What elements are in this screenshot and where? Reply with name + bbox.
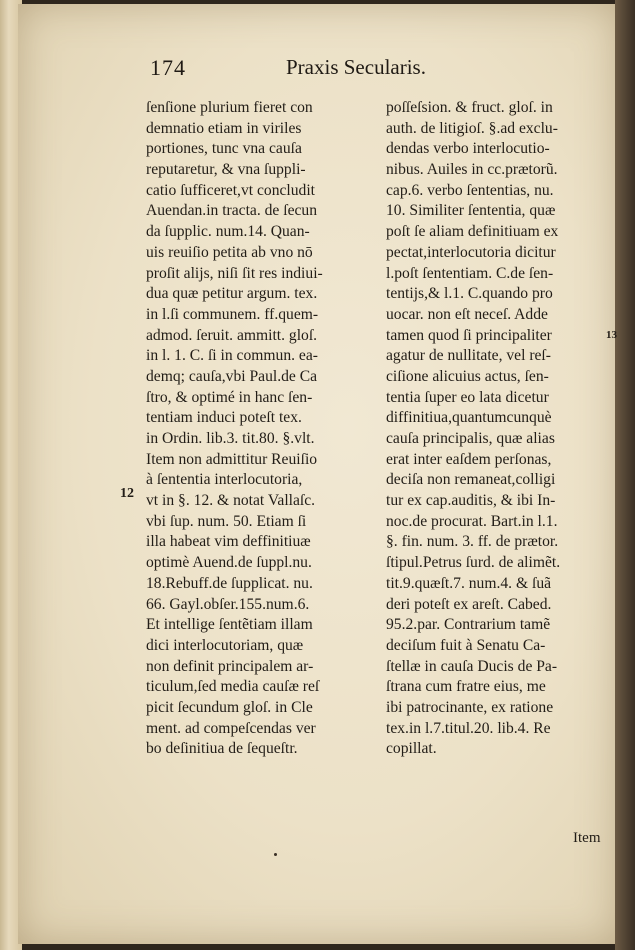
text-line: noc.de procurat. Bart.in l.1. <box>386 512 558 530</box>
text-line: dendas verbo interlocutio- <box>386 140 550 158</box>
text-line: non definit principalem ar- <box>146 657 314 675</box>
text-line: dici interlocutoriam, quæ <box>146 636 304 654</box>
text-line: cap.6. verbo ſententias, nu. <box>386 181 554 199</box>
text-line: nibus. Auiles in cc.prætorũ. <box>386 161 558 179</box>
text-line: tentijs,& l.1. C.quando pro <box>386 285 553 303</box>
text-line: tit.9.quæſt.7. num.4. & ſuã <box>386 574 552 592</box>
folio-number: 174 <box>150 55 186 80</box>
text-line: ſtro, & optimé in hanc ſen- <box>146 388 313 406</box>
text-line: optimè Auend.de ſuppl.nu. <box>146 554 312 572</box>
text-line: à ſententia interlocutoria, <box>146 471 303 489</box>
text-line: vt in §. 12. & notat Vallaſc. <box>146 492 316 510</box>
text-line: dua quæ petitur argum. tex. <box>146 285 318 303</box>
text-line: 95.2.par. Contrarium tamẽ <box>386 616 551 634</box>
text-line: in l.ſi communem. ff.quem- <box>146 305 319 323</box>
text-line: tentiam induci poteſt tex. <box>146 409 302 427</box>
text-line: 10. Similiter ſententia, quæ <box>386 202 556 220</box>
text-line: copillat. <box>386 740 437 758</box>
text-line: illa habeat vim deffinitiuæ <box>146 533 311 551</box>
text-line: demq; cauſa,vbi Paul.de Ca <box>146 367 318 385</box>
ink-dot <box>274 853 277 856</box>
running-title: Praxis Secularis. <box>286 55 426 79</box>
text-line: in Ordin. lib.3. tit.80. §.vlt. <box>146 430 315 447</box>
text-line: 66. Gayl.obſer.155.num.6. <box>146 595 310 613</box>
right-text-column <box>386 98 618 760</box>
text-line: l.poſt ſententiam. C.de ſen- <box>386 264 554 282</box>
text-line: da ſupplic. num.14. Quan- <box>146 223 310 241</box>
text-line: uocar. non eſt neceſ. Adde <box>386 305 548 323</box>
text-line: deciſum fuit à Senatu Ca- <box>386 636 546 654</box>
text-line: tamen quod ſi principaliter <box>386 326 552 344</box>
text-line: diffinitiua,quantumcunquè <box>386 409 552 427</box>
text-line: vbi ſup. num. 50. Etiam ſi <box>146 512 307 530</box>
text-line: erat inter eaſdem perſonas, <box>386 450 552 468</box>
catchword: Item <box>573 830 601 846</box>
text-line: picit ſecundum gloſ. in Cle <box>146 698 313 716</box>
text-line: demnatio etiam in viriles <box>146 119 302 137</box>
text-line: agatur de nullitate, vel reſ- <box>386 347 551 365</box>
text-line: ſtrana cum fratre eius, me <box>386 678 546 696</box>
text-line: ſenſione plurium fieret con <box>146 99 313 116</box>
text-line: ciſione alicuius actus, ſen- <box>386 367 549 385</box>
text-line: uis reuiſio petita ab vno nō <box>146 243 313 261</box>
text-line: poſt ſe aliam definitiuam ex <box>386 223 559 241</box>
text-line: §. fin. num. 3. ff. de prætor. <box>386 533 559 551</box>
binding-shadow <box>615 0 635 950</box>
text-line: poſſeſsion. & fruct. gloſ. in <box>386 99 553 116</box>
text-line: deri poteſt ex areſt. Cabed. <box>386 595 552 613</box>
text-line: Auendan.in tracta. de ſecun <box>146 202 318 220</box>
text-line: auth. de litigioſ. §.ad exclu- <box>386 119 558 137</box>
text-line: ibi patrocinante, ex ratione <box>386 698 554 716</box>
text-line: 18.Rebuff.de ſupplicat. nu. <box>146 574 313 592</box>
text-line: deciſa non remaneat,colligi <box>386 471 556 489</box>
text-line: bo deſinitiua de ſequeſtr. <box>146 740 298 758</box>
text-line: tex.in l.7.titul.20. lib.4. Re <box>386 719 551 737</box>
page-header <box>150 55 470 87</box>
text-line: in l. 1. C. ſi in commun. ea- <box>146 347 318 365</box>
text-line: proſit alijs, niſi ſit res indiui- <box>146 264 323 282</box>
text-line: ſtellæ in cauſa Ducis de Pa- <box>386 657 558 675</box>
left-text-column <box>146 98 376 760</box>
text-line: catio ſufficeret,vt concludit <box>146 181 316 199</box>
marginal-number-left: 12 <box>120 486 134 501</box>
text-line: cauſa principalis, quæ alias <box>386 430 555 447</box>
text-line: tur ex cap.auditis, & ibi In- <box>386 492 556 510</box>
text-line: admod. ſeruit. ammitt. gloſ. <box>146 326 318 344</box>
text-line: ſtipul.Petrus ſurd. de alimẽt. <box>386 554 561 572</box>
text-line: ment. ad compeſcendas ver <box>146 719 316 737</box>
text-line: reputaretur, & vna ſuppli- <box>146 161 306 179</box>
text-line: pectat,interlocutoria dicitur <box>386 243 556 261</box>
text-line: tentia ſuper eo lata dicetur <box>386 388 549 406</box>
marginal-number-right: 13 <box>606 329 617 341</box>
text-line: portiones, tunc vna cauſa <box>146 140 302 158</box>
text-line: Et intellige ſentẽtiam illam <box>146 616 313 634</box>
text-line: Item non admittitur Reuiſio <box>146 450 318 468</box>
text-line: ticulum,ſed media cauſæ reſ <box>146 678 320 696</box>
